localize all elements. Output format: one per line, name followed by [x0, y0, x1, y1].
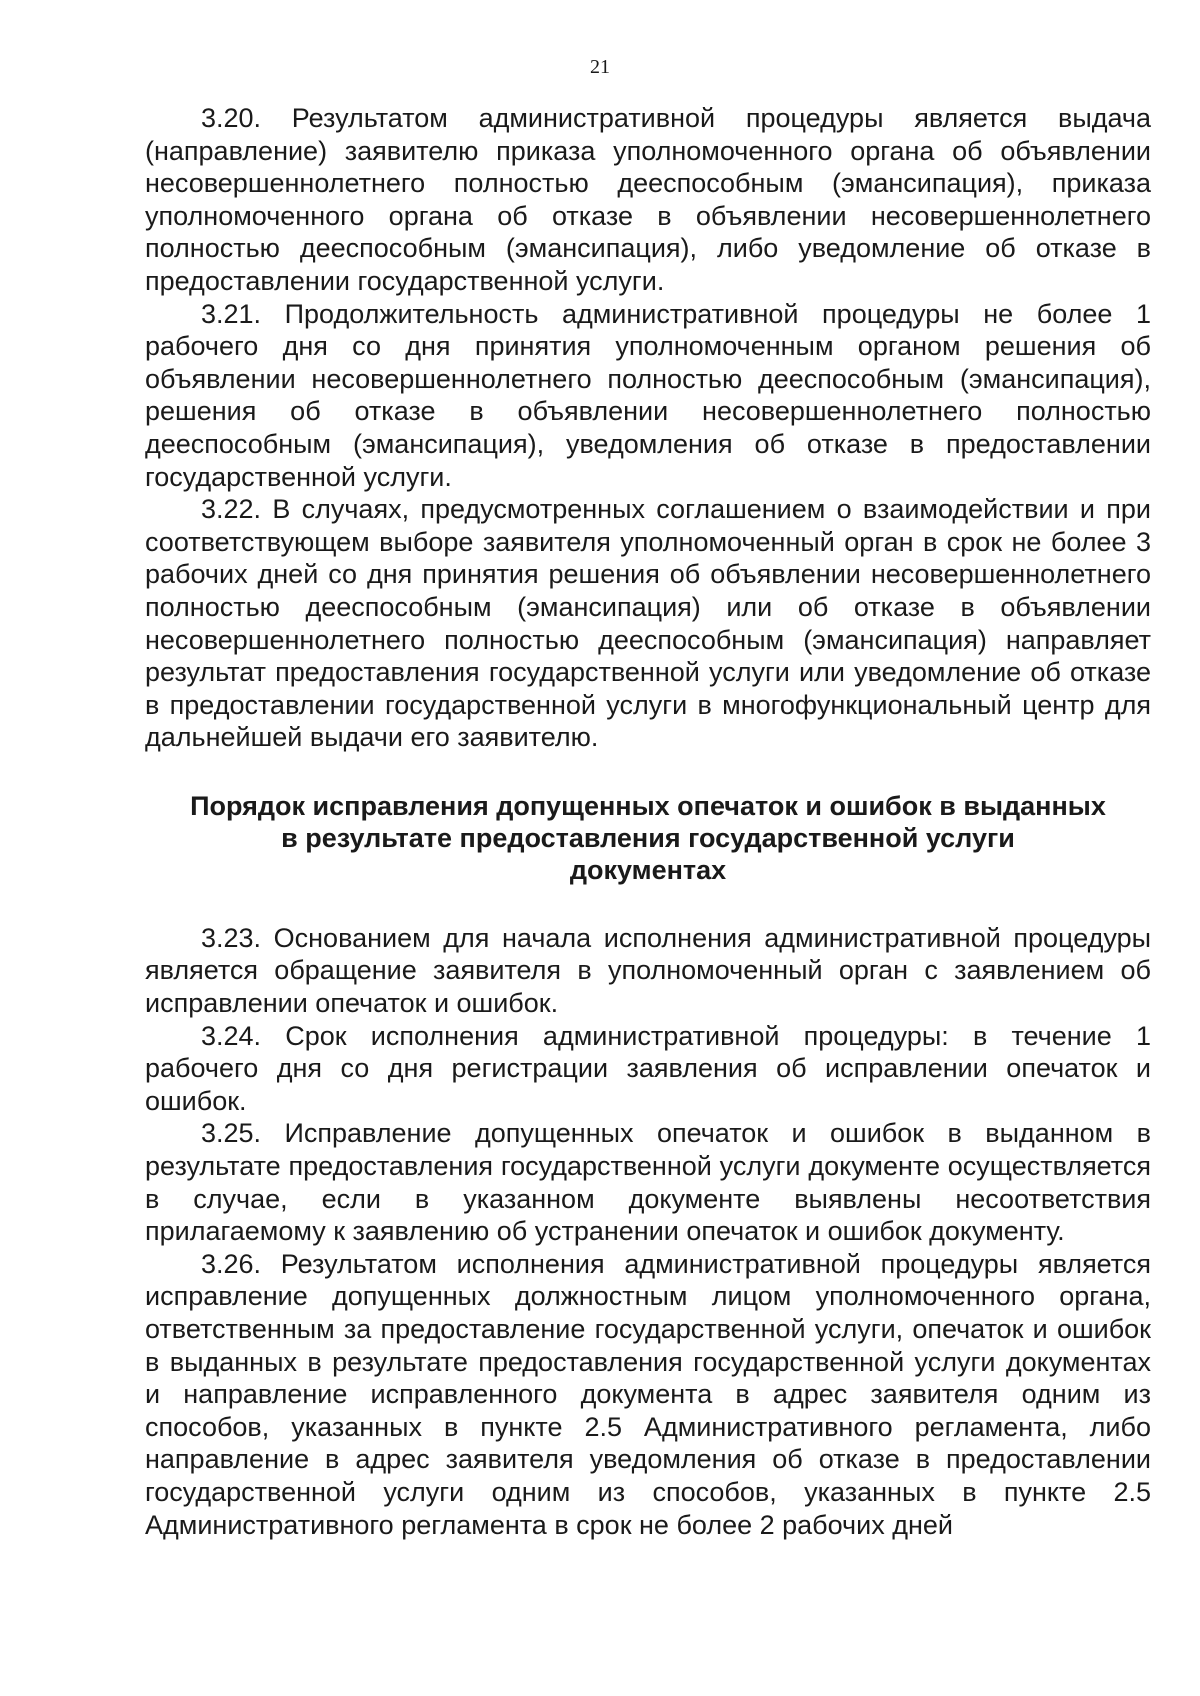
section-procedure-results [145, 102, 1151, 754]
paragraph-3-21: 3.21. Продолжительность административной процедуры не более 1 рабочего дня со дня принятия уполномоченным органом решения об объявлении несовершеннолетнего полностью дееспособным (эмансипация), решения об отказе в объявлении несовершеннолетнего полностью дееспособным (эмансипация), уведомления об отказе в предоставлении государственной услуги. [145, 298, 1151, 492]
document-body [145, 102, 1151, 1541]
paragraph-3-23: 3.23. Основанием для начала исполнения административной процедуры является обращение заявителя в уполномоченный орган с заявлением об исправлении опечаток и ошибок. [145, 922, 1151, 1019]
heading-line-3: документах [569, 854, 727, 885]
heading-line-1: Порядок исправления допущенных опечаток и ошибок в выданных [190, 790, 1106, 821]
heading-line-2: в результате предоставления государственной услуги [281, 822, 1015, 853]
section-heading [145, 790, 1151, 886]
paragraph-3-24: 3.24. Срок исполнения административной процедуры: в течение 1 рабочего дня со дня регистрации заявления об исправлении опечаток и ошибок. [145, 1020, 1151, 1116]
page-number: 21 [590, 56, 610, 78]
paragraph-3-25: 3.25. Исправление допущенных опечаток и ошибок в выданном в результате предоставления государственной услуги документе осуществляется в случае, если в указанном документе выявлены несоответствия прилагаемому к заявлению об устранении опечаток и ошибок документу. [145, 1118, 1151, 1247]
paragraph-3-22: 3.22. В случаях, предусмотренных соглашением о взаимодействии и при соответствующем выборе заявителя уполномоченный орган в срок не более 3 рабочих дней со дня принятия решения об объявлении несовершеннолетнего полностью дееспособным (эмансипация) или об отказе в объявлении несовершеннолетнего полностью дееспособным (эмансипация) направляет результат предоставления государственной услуги или уведомление об отказе в предоставлении государственной услуги в многофункциональный центр для дальнейшей выдачи его заявителю. [145, 494, 1151, 753]
paragraph-3-26: 3.26. Результатом исполнения административной процедуры является исправление допущенных должностным лицом уполномоченного органа, ответственным за предоставление государственной услуги, опечаток и ошибок в выданных в результате предоставления государственной услуги документах и направление исправленного документа в адрес заявителя одним из способов, указанных в пункте 2.5 Административного регламента, либо направление в адрес заявителя уведомления об отказе в предоставлении государственной услуги одним из способов, указанных в пункте 2.5 Административного регламента в срок не более 2 рабочих дней [145, 1248, 1151, 1540]
paragraph-3-20: 3.20. Результатом административной процедуры является выдача (направление) заявителю приказа уполномоченного органа об объявлении несовершеннолетнего полностью дееспособным (эмансипация), приказа уполномоченного органа об отказе в объявлении несовершеннолетнего полностью дееспособным (эмансипация), либо уведомление об отказе в предоставлении государственной услуги. [145, 103, 1151, 296]
section-error-correction [145, 922, 1151, 1541]
